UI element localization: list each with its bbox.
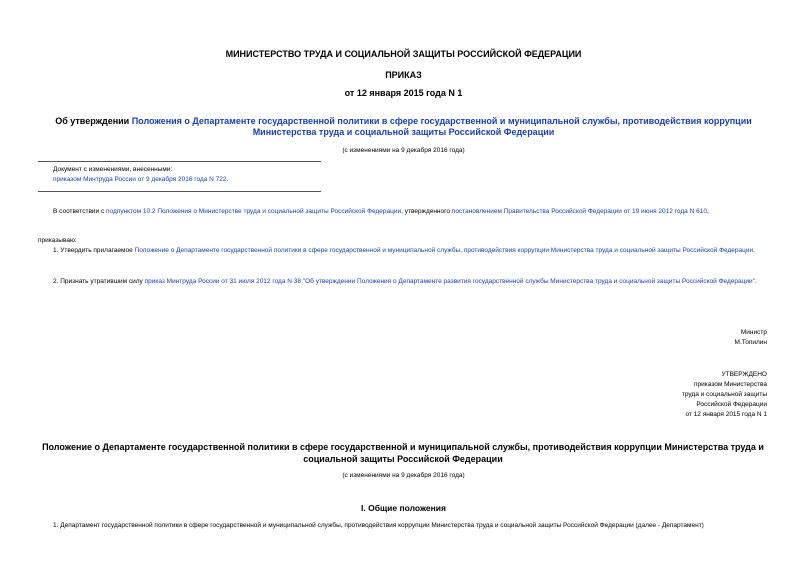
changes-note [53, 165, 228, 185]
signature-name: М.Топилин [734, 339, 767, 346]
approval-line-3: труда и социальной защиты [681, 391, 767, 398]
ministry-heading: МИНИСТЕРСТВО ТРУДА И СОЦИАЛЬНОЙ ЗАЩИТЫ РОССИЙСКОЙ ФЕДЕРАЦИИ [225, 49, 582, 59]
basis-link-regulation[interactable]: подпунктом 10.2 Положения о Министерстве труда и социальной защиты Российской Федерации [106, 208, 402, 215]
approval-line-2: приказом Министерства [694, 381, 767, 388]
changes-note-line: Документ с изменениями, внесенными: [53, 166, 173, 173]
paragraph-item-2 [38, 277, 768, 287]
basis-mid: , утвержденного [401, 208, 452, 215]
item1-suffix: . [753, 247, 755, 254]
changes-note-link[interactable]: приказом Минтруда России от 9 декабря 2016 года N 722 [53, 176, 227, 183]
regulation-item-1: 1. Департамент государственной политики в сфере государственной и муниципальной службы, противодействия коррупции Министерства труда и социальной защиты Российской Федерации (далее - Департамент) [53, 522, 704, 529]
doc-date-number: от 12 января 2015 года N 1 [344, 88, 463, 98]
approval-line-5: от 12 января 2015 года N 1 [685, 411, 767, 418]
section-heading: I. Общие положения [361, 503, 446, 513]
item1-prefix: 1. Утвердить прилагаемое [53, 247, 135, 254]
paragraph-basis [38, 207, 768, 217]
item1-link[interactable]: Положение о Департаменте государственной политики в сфере государственной и муниципальной службы, противодействия коррупции Министерства труда и социальной защиты Российской Федерации [134, 247, 754, 254]
changes-note-suffix: . [226, 176, 229, 183]
approval-line-1: УТВЕРЖДЕНО [721, 371, 767, 378]
regulation-title: Положение о Департаменте государственной политики в сфере государственной и муниципальной службы, противодействия коррупции Министерства труда и социальной защиты Российской Федерации [42, 442, 764, 464]
regulation-amendments: (с изменениями на 9 декабря 2016 года) [342, 472, 465, 479]
signature-position: Министр [740, 329, 767, 336]
approval-line-4: Российской Федерации [696, 401, 767, 408]
basis-link-decree[interactable]: постановлением Правительства Российской Федерации от 19 июня 2012 года N 610 [451, 208, 707, 215]
item2-link[interactable]: приказ Минтруда России от 31 июля 2012 года N 38 "Об утверждении Положения о Департаменте развития государственной службы Министерства труда и социальной защиты Российской Федерации" [144, 278, 755, 285]
item2-prefix: 2. Признать утратившим силу [53, 278, 145, 285]
amendments-note: (с изменениями на 9 декабря 2016 года) [342, 147, 465, 154]
basis-suffix: , [706, 208, 709, 215]
item2-suffix: . [754, 278, 757, 285]
basis-prefix: В соответствии с [53, 208, 107, 215]
paragraph-item-1 [38, 246, 768, 256]
order-title-link[interactable]: Положения о Департаменте государственной политики в сфере государственной и муниципальной службы, противодействия коррупции Министерства труда и социальной защиты Российской Федерации [131, 116, 752, 137]
doc-type-heading: ПРИКАЗ [385, 70, 422, 80]
note-bottom-rule [38, 191, 321, 192]
note-top-rule [38, 161, 321, 162]
order-word: приказываю: [38, 237, 77, 244]
order-title-prefix: Об утверждении [55, 116, 132, 126]
signature-block [735, 328, 767, 348]
order-title [40, 116, 767, 138]
approval-block [682, 370, 767, 420]
